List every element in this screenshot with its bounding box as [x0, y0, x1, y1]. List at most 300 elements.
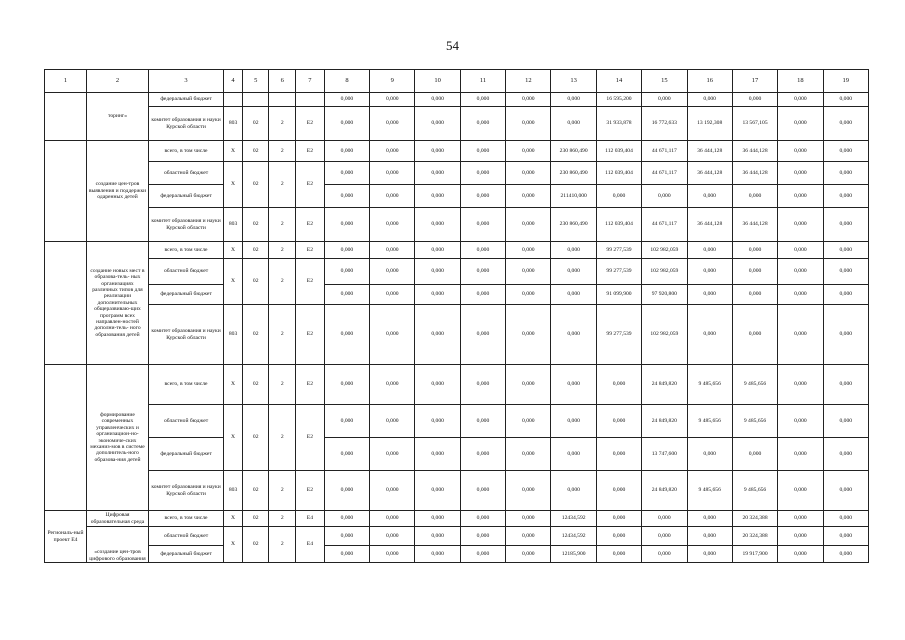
value-cell: 13 192,308 [687, 107, 732, 141]
table-row [45, 208, 869, 242]
funding-source-cell: областной бюджет [148, 162, 223, 185]
activity-cell: Цифровая образовательная среда [87, 511, 149, 527]
column-header: 13 [551, 70, 596, 93]
table-row [45, 242, 869, 259]
code-cell: E2 [296, 259, 325, 305]
value-cell: 0,000 [415, 242, 460, 259]
value-cell: 0,000 [460, 546, 505, 563]
funding-source-cell: федеральный бюджет [148, 93, 223, 107]
column-header: 11 [460, 70, 505, 93]
value-cell: 0,000 [460, 162, 505, 185]
value-cell: 0,000 [324, 208, 369, 242]
value-cell: 0,000 [732, 259, 777, 285]
value-cell: 0,000 [370, 471, 415, 511]
value-cell: 0,000 [687, 546, 732, 563]
value-cell: 0,000 [823, 438, 868, 471]
activity-cell: торинг» [87, 93, 149, 141]
value-cell: 0,000 [415, 527, 460, 546]
value-cell: 0,000 [506, 285, 551, 305]
code-cell: 02 [242, 511, 269, 527]
code-cell: 2 [269, 527, 296, 563]
value-cell: 20 324,388 [732, 527, 777, 546]
value-cell: 0,000 [642, 527, 687, 546]
code-cell: 02 [242, 208, 269, 242]
value-cell: 0,000 [506, 527, 551, 546]
value-cell: 230 860,490 [551, 208, 596, 242]
value-cell: 0,000 [324, 405, 369, 438]
code-cell: E2 [296, 305, 325, 365]
code-cell: X [224, 527, 243, 563]
value-cell: 0,000 [687, 242, 732, 259]
value-cell: 0,000 [415, 365, 460, 405]
value-cell: 211410,000 [551, 185, 596, 208]
value-cell: 0,000 [506, 162, 551, 185]
value-cell: 0,000 [460, 471, 505, 511]
table-row [45, 471, 869, 511]
value-cell: 0,000 [642, 546, 687, 563]
value-cell: 0,000 [506, 511, 551, 527]
value-cell: 0,000 [460, 527, 505, 546]
value-cell: 0,000 [778, 405, 823, 438]
table-row [45, 107, 869, 141]
value-cell: 0,000 [415, 162, 460, 185]
value-cell: 0,000 [551, 242, 596, 259]
value-cell: 9 485,656 [687, 405, 732, 438]
value-cell: 0,000 [506, 107, 551, 141]
value-cell: 36 444,128 [687, 141, 732, 162]
value-cell: 0,000 [324, 242, 369, 259]
value-cell: 0,000 [415, 185, 460, 208]
value-cell: 0,000 [823, 546, 868, 563]
value-cell: 0,000 [551, 107, 596, 141]
project-cell: Региональ-ный проект E4 [45, 511, 87, 563]
value-cell: 0,000 [732, 93, 777, 107]
code-cell: 02 [242, 365, 269, 405]
code-cell: E2 [296, 162, 325, 208]
value-cell: 24 849,820 [642, 405, 687, 438]
value-cell: 12185,900 [551, 546, 596, 563]
value-cell: 0,000 [324, 471, 369, 511]
value-cell: 0,000 [823, 208, 868, 242]
value-cell: 0,000 [551, 365, 596, 405]
value-cell: 0,000 [642, 93, 687, 107]
table-row [45, 185, 869, 208]
value-cell: 0,000 [324, 438, 369, 471]
column-header: 12 [506, 70, 551, 93]
value-cell: 0,000 [778, 93, 823, 107]
value-cell: 0,000 [370, 285, 415, 305]
column-header: 10 [415, 70, 460, 93]
value-cell: 0,000 [506, 208, 551, 242]
value-cell: 0,000 [823, 242, 868, 259]
value-cell: 0,000 [551, 305, 596, 365]
header-row [45, 70, 869, 93]
value-cell: 0,000 [551, 93, 596, 107]
value-cell: 0,000 [823, 141, 868, 162]
funding-source-cell: федеральный бюджет [148, 438, 223, 471]
code-cell: 2 [269, 242, 296, 259]
value-cell: 0,000 [823, 93, 868, 107]
code-cell: 2 [269, 511, 296, 527]
value-cell: 0,000 [415, 107, 460, 141]
code-cell: E4 [296, 527, 325, 563]
value-cell: 0,000 [460, 438, 505, 471]
table-row [45, 259, 869, 285]
value-cell: 9 485,656 [732, 405, 777, 438]
value-cell: 0,000 [370, 208, 415, 242]
value-cell: 0,000 [370, 162, 415, 185]
value-cell: 0,000 [687, 93, 732, 107]
value-cell: 0,000 [823, 162, 868, 185]
value-cell: 0,000 [460, 107, 505, 141]
value-cell: 36 444,128 [687, 208, 732, 242]
value-cell: 0,000 [687, 305, 732, 365]
value-cell: 0,000 [506, 185, 551, 208]
value-cell: 0,000 [415, 305, 460, 365]
funding-source-cell: всего, в том числе [148, 365, 223, 405]
value-cell: 230 860,490 [551, 162, 596, 185]
code-cell: E2 [296, 107, 325, 141]
value-cell: 0,000 [596, 527, 641, 546]
value-cell: 0,000 [415, 438, 460, 471]
code-cell: 02 [242, 141, 269, 162]
value-cell: 0,000 [460, 365, 505, 405]
code-cell: E2 [296, 141, 325, 162]
value-cell: 0,000 [778, 471, 823, 511]
code-cell: 2 [269, 471, 296, 511]
code-cell: 02 [242, 259, 269, 305]
value-cell: 0,000 [596, 405, 641, 438]
page-number: 54 [446, 38, 459, 53]
value-cell: 24 849,820 [642, 471, 687, 511]
code-cell: X [224, 242, 243, 259]
table-row [45, 162, 869, 185]
value-cell: 0,000 [506, 438, 551, 471]
column-header: 9 [370, 70, 415, 93]
value-cell: 0,000 [778, 242, 823, 259]
value-cell: 0,000 [370, 141, 415, 162]
code-cell: 803 [224, 471, 243, 511]
code-cell: 02 [242, 162, 269, 208]
value-cell: 0,000 [415, 259, 460, 285]
column-header: 18 [778, 70, 823, 93]
value-cell: 99 277,539 [596, 305, 641, 365]
table-row [45, 305, 869, 365]
value-cell: 36 444,128 [732, 162, 777, 185]
code-cell: 2 [269, 365, 296, 405]
code-cell: E2 [296, 365, 325, 405]
funding-source-cell: комитет образования и науки Курской области [148, 471, 223, 511]
value-cell: 0,000 [687, 527, 732, 546]
code-cell: E2 [296, 405, 325, 471]
value-cell: 0,000 [324, 185, 369, 208]
value-cell: 112 039,404 [596, 208, 641, 242]
code-cell: 02 [242, 305, 269, 365]
value-cell: 0,000 [596, 471, 641, 511]
value-cell: 44 671,117 [642, 208, 687, 242]
value-cell: 0,000 [460, 259, 505, 285]
value-cell: 24 849,820 [642, 365, 687, 405]
value-cell: 0,000 [506, 405, 551, 438]
funding-source-cell: областной бюджет [148, 259, 223, 285]
activity-cell: формирование современных управленческих и организацион-но- экономиче-ских механиз-мов в системе дополнитель-ного образова-ния детей [87, 365, 149, 511]
value-cell: 0,000 [324, 546, 369, 563]
column-header: 2 [87, 70, 149, 93]
table-row [45, 527, 869, 546]
value-cell: 0,000 [778, 365, 823, 405]
value-cell: 0,000 [370, 305, 415, 365]
value-cell: 112 039,404 [596, 162, 641, 185]
funding-source-cell: всего, в том числе [148, 141, 223, 162]
code-cell: X [224, 259, 243, 305]
table-row [45, 546, 869, 563]
column-header: 19 [823, 70, 868, 93]
value-cell: 0,000 [460, 242, 505, 259]
value-cell: 0,000 [596, 185, 641, 208]
value-cell: 20 324,388 [732, 511, 777, 527]
code-cell: 02 [242, 405, 269, 471]
value-cell: 0,000 [460, 305, 505, 365]
column-header: 8 [324, 70, 369, 93]
value-cell: 0,000 [324, 141, 369, 162]
budget-table [44, 69, 869, 563]
value-cell: 0,000 [506, 546, 551, 563]
value-cell: 9 485,656 [732, 365, 777, 405]
value-cell: 0,000 [687, 285, 732, 305]
code-cell: E2 [296, 208, 325, 242]
value-cell: 0,000 [642, 511, 687, 527]
value-cell: 99 277,539 [596, 242, 641, 259]
value-cell: 0,000 [370, 527, 415, 546]
column-header: 6 [269, 70, 296, 93]
value-cell: 0,000 [551, 259, 596, 285]
value-cell: 0,000 [823, 285, 868, 305]
column-header: 1 [45, 70, 87, 93]
code-cell: 2 [269, 405, 296, 471]
value-cell: 0,000 [324, 162, 369, 185]
value-cell: 0,000 [506, 365, 551, 405]
value-cell: 0,000 [823, 185, 868, 208]
value-cell: 0,000 [324, 365, 369, 405]
code-cell: X [224, 405, 243, 471]
funding-source-cell: областной бюджет [148, 527, 223, 546]
value-cell: 0,000 [370, 185, 415, 208]
value-cell: 0,000 [460, 285, 505, 305]
code-cell: X [224, 141, 243, 162]
value-cell: 0,000 [823, 107, 868, 141]
value-cell: 0,000 [778, 511, 823, 527]
value-cell: 102 982,059 [642, 305, 687, 365]
code-cell: 2 [269, 208, 296, 242]
value-cell: 0,000 [823, 471, 868, 511]
value-cell: 0,000 [778, 305, 823, 365]
value-cell: 0,000 [778, 259, 823, 285]
value-cell: 0,000 [778, 162, 823, 185]
value-cell: 0,000 [415, 546, 460, 563]
code-cell: 2 [269, 259, 296, 305]
value-cell: 9 485,656 [687, 365, 732, 405]
value-cell: 0,000 [460, 511, 505, 527]
value-cell: 16 772,633 [642, 107, 687, 141]
code-cell: 803 [224, 208, 243, 242]
value-cell: 0,000 [324, 259, 369, 285]
value-cell: 0,000 [324, 107, 369, 141]
activity-cell: создание новых мест в образова-тель- ных организациях различных типов для реализации дополнительных общеразвиваю-щих программ всех направлен-ностей дополни-тель- ного образования детей [87, 242, 149, 365]
table-row [45, 511, 869, 527]
value-cell: 0,000 [415, 208, 460, 242]
table-row [45, 141, 869, 162]
column-header: 14 [596, 70, 641, 93]
value-cell: 0,000 [506, 305, 551, 365]
value-cell: 44 671,117 [642, 141, 687, 162]
project-cell [45, 365, 87, 511]
column-header: 3 [148, 70, 223, 93]
value-cell: 0,000 [460, 93, 505, 107]
table-row [45, 93, 869, 107]
funding-source-cell: всего, в том числе [148, 242, 223, 259]
code-cell: 02 [242, 527, 269, 563]
activity-cell: «создание цен-тров цифрового образования [87, 527, 149, 563]
value-cell: 13 567,105 [732, 107, 777, 141]
value-cell: 0,000 [778, 107, 823, 141]
value-cell: 0,000 [687, 438, 732, 471]
value-cell: 0,000 [370, 546, 415, 563]
value-cell: 0,000 [778, 285, 823, 305]
code-cell: E2 [296, 471, 325, 511]
value-cell: 12434,592 [551, 527, 596, 546]
funding-source-cell: федеральный бюджет [148, 546, 223, 563]
value-cell: 0,000 [370, 93, 415, 107]
funding-source-cell: комитет образования и науки Курской области [148, 107, 223, 141]
value-cell: 0,000 [415, 471, 460, 511]
value-cell: 0,000 [823, 259, 868, 285]
value-cell: 0,000 [778, 208, 823, 242]
value-cell: 19 917,900 [732, 546, 777, 563]
column-header: 17 [732, 70, 777, 93]
funding-source-cell: федеральный бюджет [148, 185, 223, 208]
value-cell: 9 485,656 [687, 471, 732, 511]
funding-source-cell: областной бюджет [148, 405, 223, 438]
value-cell: 0,000 [732, 305, 777, 365]
value-cell: 0,000 [778, 438, 823, 471]
value-cell: 0,000 [460, 208, 505, 242]
value-cell: 13 747,600 [642, 438, 687, 471]
value-cell: 0,000 [823, 305, 868, 365]
value-cell: 99 277,539 [596, 259, 641, 285]
column-header: 5 [242, 70, 269, 93]
value-cell: 0,000 [460, 405, 505, 438]
value-cell: 0,000 [324, 511, 369, 527]
value-cell: 0,000 [415, 93, 460, 107]
value-cell: 0,000 [778, 185, 823, 208]
value-cell: 0,000 [324, 305, 369, 365]
value-cell: 91 099,900 [596, 285, 641, 305]
value-cell: 0,000 [415, 511, 460, 527]
value-cell: 0,000 [324, 93, 369, 107]
value-cell: 0,000 [506, 141, 551, 162]
value-cell: 0,000 [370, 438, 415, 471]
value-cell: 0,000 [551, 405, 596, 438]
funding-source-cell: комитет образования и науки Курской области [148, 208, 223, 242]
value-cell: 0,000 [370, 405, 415, 438]
code-cell: 2 [269, 141, 296, 162]
value-cell: 0,000 [778, 546, 823, 563]
value-cell: 0,000 [823, 527, 868, 546]
code-cell [269, 93, 296, 107]
value-cell: 36 444,128 [732, 141, 777, 162]
funding-source-cell: комитет образования и науки Курской области [148, 305, 223, 365]
value-cell: 0,000 [506, 259, 551, 285]
value-cell: 0,000 [732, 285, 777, 305]
value-cell: 44 671,117 [642, 162, 687, 185]
value-cell: 0,000 [551, 438, 596, 471]
value-cell: 0,000 [642, 185, 687, 208]
code-cell: X [224, 162, 243, 208]
code-cell: 02 [242, 107, 269, 141]
value-cell: 16 595,200 [596, 93, 641, 107]
value-cell: 0,000 [370, 107, 415, 141]
value-cell: 0,000 [732, 185, 777, 208]
value-cell: 0,000 [324, 527, 369, 546]
value-cell: 36 444,128 [732, 208, 777, 242]
column-header: 16 [687, 70, 732, 93]
value-cell: 0,000 [370, 242, 415, 259]
value-cell: 0,000 [596, 438, 641, 471]
project-cell [45, 93, 87, 141]
code-cell: 803 [224, 107, 243, 141]
value-cell: 0,000 [324, 285, 369, 305]
column-header: 4 [224, 70, 243, 93]
value-cell: 97 920,800 [642, 285, 687, 305]
value-cell: 0,000 [778, 141, 823, 162]
value-cell: 0,000 [370, 365, 415, 405]
code-cell: 02 [242, 471, 269, 511]
value-cell: 0,000 [687, 511, 732, 527]
code-cell: X [224, 365, 243, 405]
value-cell: 0,000 [596, 511, 641, 527]
value-cell: 12434,592 [551, 511, 596, 527]
project-cell [45, 242, 87, 365]
value-cell: 0,000 [506, 93, 551, 107]
activity-cell: создание цен-тров выявления и поддержки одаренных детей [87, 141, 149, 242]
table-row [45, 405, 869, 438]
column-header: 15 [642, 70, 687, 93]
value-cell: 0,000 [596, 546, 641, 563]
value-cell: 0,000 [551, 471, 596, 511]
code-cell [242, 93, 269, 107]
value-cell: 0,000 [551, 285, 596, 305]
code-cell [296, 93, 325, 107]
value-cell: 0,000 [415, 141, 460, 162]
value-cell: 0,000 [415, 405, 460, 438]
value-cell: 0,000 [823, 365, 868, 405]
value-cell: 0,000 [460, 141, 505, 162]
value-cell: 0,000 [732, 242, 777, 259]
code-cell: 2 [269, 107, 296, 141]
value-cell: 31 933,878 [596, 107, 641, 141]
funding-source-cell: всего, в том числе [148, 511, 223, 527]
code-cell: 2 [269, 305, 296, 365]
code-cell: 02 [242, 242, 269, 259]
value-cell: 112 039,404 [596, 141, 641, 162]
value-cell: 0,000 [596, 365, 641, 405]
value-cell: 0,000 [687, 185, 732, 208]
value-cell: 0,000 [823, 405, 868, 438]
value-cell: 0,000 [415, 285, 460, 305]
value-cell: 0,000 [687, 259, 732, 285]
column-header: 7 [296, 70, 325, 93]
value-cell: 9 485,656 [732, 471, 777, 511]
